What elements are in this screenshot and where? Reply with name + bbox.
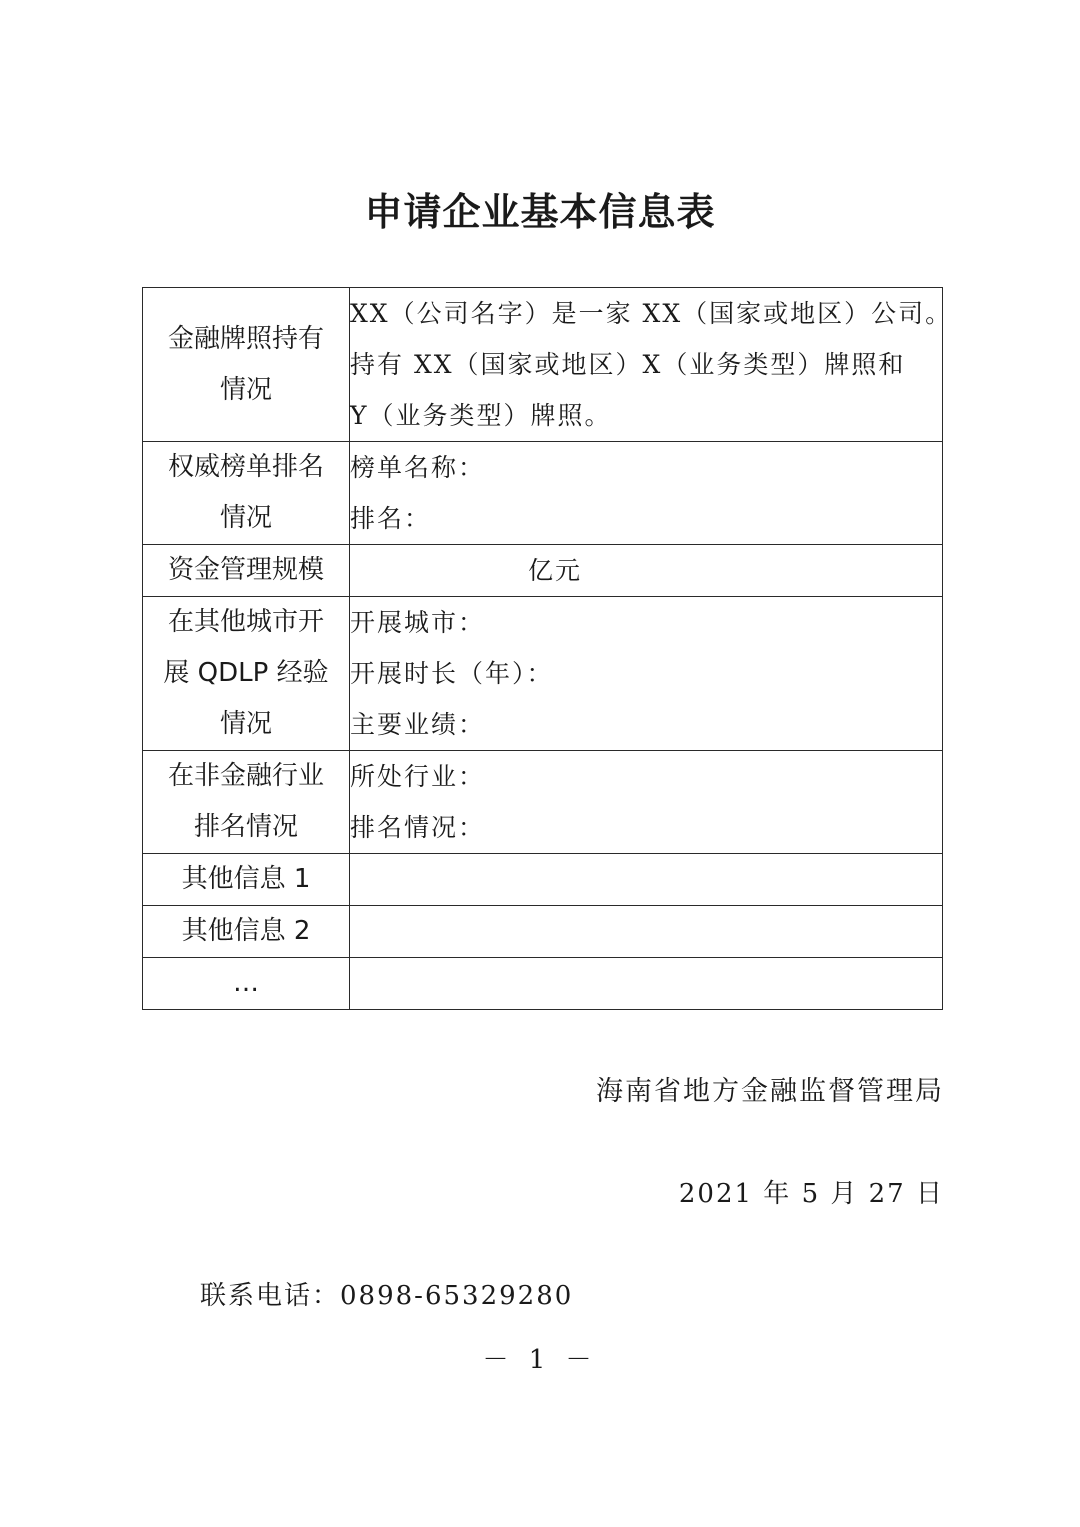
value-cell: [350, 597, 943, 751]
value-line: 排名：: [350, 504, 432, 533]
row-label-line: 其他信息 1: [181, 864, 311, 894]
value-line: 主要业绩：: [350, 710, 486, 739]
row-label-line: 资金管理规模: [167, 555, 324, 585]
page-number: － 1 －: [482, 1345, 598, 1375]
contact-phone-line: [200, 1276, 573, 1316]
label-cell: [143, 854, 350, 906]
value-line: 亿元: [528, 556, 583, 585]
row-label-line: …: [233, 968, 259, 998]
value-line: 开展城市：: [350, 608, 486, 637]
row-label-line: 情况: [219, 503, 272, 533]
label-cell: [143, 751, 350, 854]
label-cell: [143, 288, 350, 442]
table-row-other-1: [143, 854, 943, 906]
table-row-license: [143, 288, 943, 442]
contact-label: 联系电话：: [200, 1281, 341, 1311]
issuing-organization: 海南省地方金融监督管理局: [596, 1076, 944, 1107]
value-line: 排名情况：: [350, 813, 486, 842]
table-row-qdlp: [143, 597, 943, 751]
row-label-line: 金融牌照持有: [167, 323, 324, 354]
value-cell-empty: [350, 958, 943, 1010]
row-label-line: 排名情况: [193, 812, 298, 842]
row-label-line: 在其他城市开: [167, 607, 324, 637]
value-line: 持有 XX（国家或地区）X（业务类型）牌照和: [350, 350, 906, 379]
contact-phone: 0898-65329280: [340, 1281, 574, 1311]
value-cell-empty: [350, 854, 943, 906]
info-table: [142, 287, 953, 1010]
label-cell: [143, 906, 350, 958]
row-label-line: 其他信息 2: [181, 916, 311, 946]
issue-date: 2021 年 5 月 27 日: [678, 1179, 944, 1209]
table-row-ellipsis: [143, 958, 943, 1010]
table-row-nonfinancial: [143, 751, 943, 854]
value-line: XX（公司名字）是一家 XX（国家或地区）公司。: [350, 299, 953, 328]
table-row-ranking: [143, 442, 943, 545]
label-cell: [143, 545, 350, 597]
value-cell: [350, 751, 943, 854]
row-label-line: 权威榜单排名: [167, 452, 324, 482]
label-cell: [143, 958, 350, 1010]
value-line: Y（业务类型）牌照。: [350, 401, 612, 430]
value-cell: [350, 545, 943, 597]
label-cell: [143, 597, 350, 751]
value-line: 所处行业：: [350, 762, 486, 791]
value-cell-empty: [350, 906, 943, 958]
value-cell: [350, 442, 943, 545]
table-row-aum: [143, 545, 943, 597]
table-row-other-2: [143, 906, 943, 958]
row-label-line: 情况: [219, 374, 272, 405]
value-line: 开展时长（年）：: [350, 659, 554, 688]
value-cell: [350, 288, 953, 442]
value-line: 榜单名称：: [350, 453, 486, 482]
label-cell: [143, 442, 350, 545]
row-label-line: 在非金融行业: [167, 761, 324, 791]
page-title: 申请企业基本信息表: [364, 190, 716, 234]
row-label-line: 展 QDLP 经验: [163, 658, 329, 688]
row-label-line: 情况: [219, 709, 272, 739]
